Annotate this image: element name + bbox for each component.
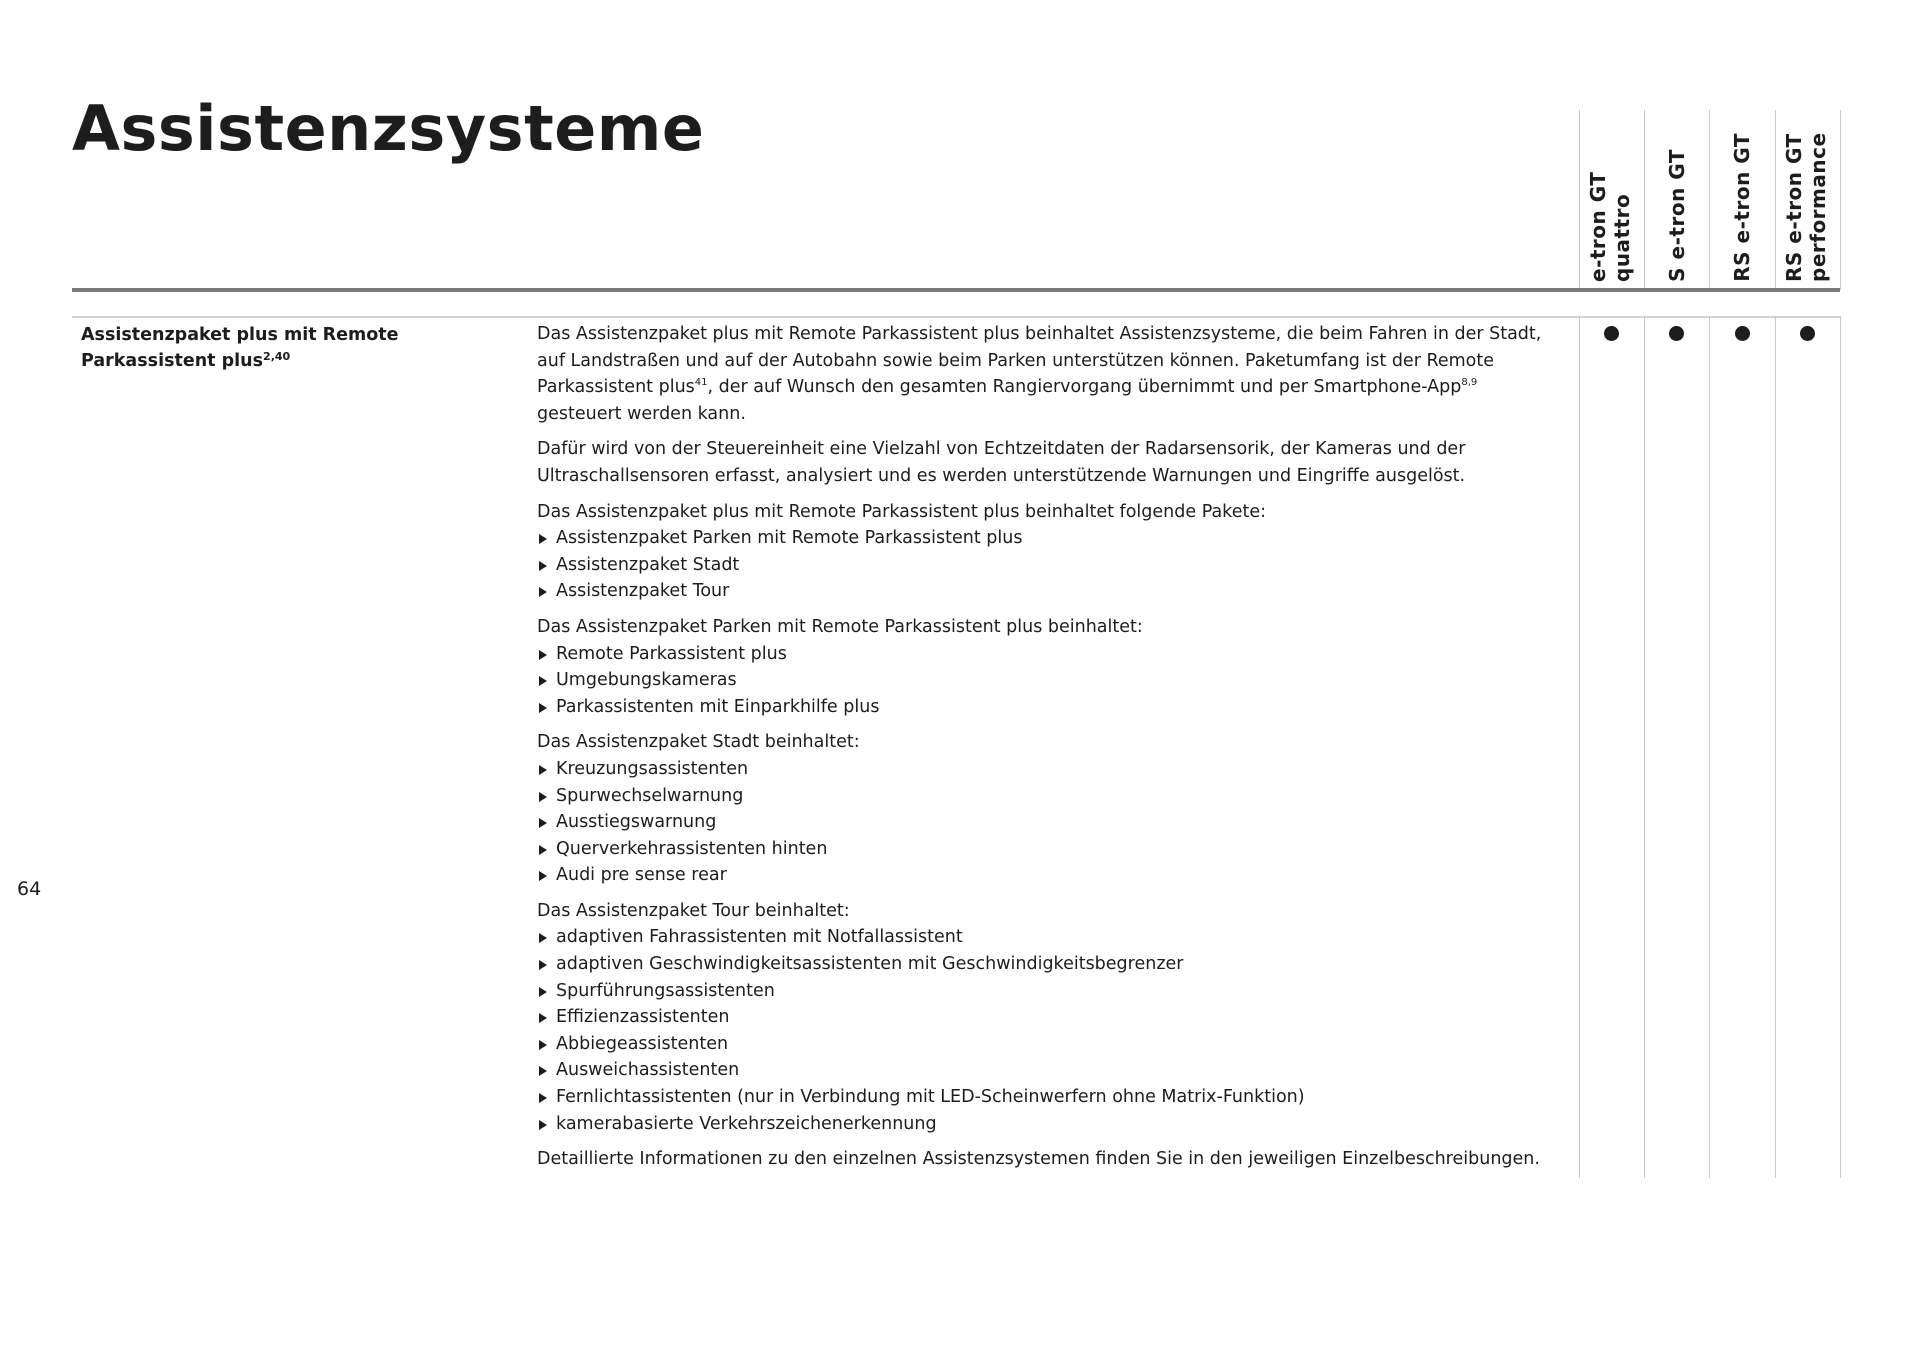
packages-list [537, 525, 1567, 605]
list-item-text: Ausweichassistenten [556, 1060, 740, 1081]
bullet-triangle-icon [539, 960, 547, 970]
sensor-paragraph: Dafür wird von der Steuereinheit eine Vielzahl von Echtzeitdaten der Radarsensorik, der Kameras und der Ultraschallsensoren erfasst, analysiert und es werden unterstützende Warnungen und Eingriffe ausgelöst. [537, 439, 1466, 486]
feature-name [81, 322, 521, 374]
bullet-triangle-icon [539, 1040, 547, 1050]
list-item [537, 836, 1567, 863]
intro-text: , der auf Wunsch den gesamten Rangiervorgang übernimmt und per Smartphone-App [707, 377, 1462, 398]
bullet-triangle-icon [539, 987, 547, 997]
feature-description [537, 321, 1567, 1182]
page-title: Assistenzsysteme [72, 92, 705, 165]
list-item-text: kamerabasierte Verkehrszeichenerkennung [556, 1113, 937, 1134]
bullet-triangle-icon [539, 534, 547, 544]
parking-package-list [537, 641, 1567, 721]
list-item-text: Assistenzpaket Tour [556, 581, 730, 602]
column-header-label: e-tron GT quattro [1586, 171, 1634, 282]
list-item [537, 783, 1567, 810]
list-item [537, 862, 1567, 889]
intro-text: gesteuert werden kann. [537, 403, 746, 424]
list-item-text: Umgebungskameras [556, 670, 737, 691]
list-item-text: Audi pre sense rear [556, 865, 727, 886]
city-package-list [537, 756, 1567, 889]
availability-dot-rs-e-tron-gt [1735, 326, 1750, 341]
header-rule [72, 288, 1840, 292]
intro-paragraph [537, 321, 1567, 427]
list-item [537, 694, 1567, 721]
list-item [537, 641, 1567, 668]
list-item [537, 1031, 1567, 1058]
list-item [537, 525, 1567, 552]
list-item [537, 667, 1567, 694]
column-header-s-e-tron-gt [1645, 110, 1709, 282]
column-divider [1579, 316, 1580, 1178]
bullet-triangle-icon [539, 650, 547, 660]
list-item-text: Effizienzassistenten [556, 1007, 730, 1028]
availability-dot-e-tron-gt-quattro [1604, 326, 1619, 341]
page-number: 64 [17, 878, 42, 900]
list-item [537, 1111, 1567, 1138]
bullet-triangle-icon [539, 1013, 547, 1023]
row-top-rule [72, 316, 1840, 318]
footnote-ref: 2,40 [263, 350, 291, 363]
details-note: Detaillierte Informationen zu den einzelnen Assistenzsystemen finden Sie in den jeweiligen Einzelbeschreibungen. [537, 1149, 1540, 1170]
bullet-triangle-icon [539, 1066, 547, 1076]
list-item-text: Querverkehrassistenten hinten [556, 838, 828, 859]
column-header-label: S e-tron GT [1665, 149, 1689, 282]
packages-heading: Das Assistenzpaket plus mit Remote Parkassistent plus beinhaltet folgende Pakete: [537, 501, 1266, 522]
list-item [537, 924, 1567, 951]
availability-dot-rs-e-tron-gt-performance [1800, 326, 1815, 341]
bullet-triangle-icon [539, 561, 547, 571]
column-header-rs-e-tron-gt [1710, 110, 1774, 282]
column-header-label: RS e-tron GT performance [1782, 132, 1830, 282]
bullet-triangle-icon [539, 933, 547, 943]
availability-dot-s-e-tron-gt [1669, 326, 1684, 341]
column-divider [1840, 316, 1841, 1178]
list-item-text: Assistenzpaket Parken mit Remote Parkassistent plus [556, 528, 1023, 549]
list-item-text: Ausstiegswarnung [556, 812, 717, 833]
bullet-triangle-icon [539, 703, 547, 713]
bullet-triangle-icon [539, 845, 547, 855]
footnote-ref: 41 [694, 377, 708, 389]
bullet-triangle-icon [539, 765, 547, 775]
bullet-triangle-icon [539, 1120, 547, 1130]
column-divider [1709, 316, 1710, 1178]
list-item-text: Spurführungsassistenten [556, 980, 775, 1001]
list-item [537, 978, 1567, 1005]
list-item-text: adaptiven Fahrassistenten mit Notfallassistent [556, 927, 963, 948]
list-item [537, 1084, 1567, 1111]
parking-package-heading: Das Assistenzpaket Parken mit Remote Parkassistent plus beinhaltet: [537, 616, 1143, 637]
bullet-triangle-icon [539, 676, 547, 686]
city-package-heading: Das Assistenzpaket Stadt beinhaltet: [537, 732, 860, 753]
list-item-text: Remote Parkassistent plus [556, 643, 787, 664]
feature-name-text: Assistenzpaket plus mit Remote Parkassistent plus [81, 325, 399, 371]
tour-package-heading: Das Assistenzpaket Tour beinhaltet: [537, 900, 850, 921]
column-divider [1644, 316, 1645, 1178]
column-divider [1840, 110, 1841, 290]
column-header-rs-e-tron-gt-performance [1776, 110, 1840, 282]
column-divider [1775, 316, 1776, 1178]
list-item-text: Fernlichtassistenten (nur in Verbindung mit LED-Scheinwerfern ohne Matrix-Funktion) [556, 1087, 1305, 1108]
footnote-ref: 8,9 [1461, 377, 1478, 389]
list-item [537, 1057, 1567, 1084]
list-item [537, 552, 1567, 579]
list-item-text: Abbiegeassistenten [556, 1033, 729, 1054]
list-item [537, 809, 1567, 836]
list-item-text: Assistenzpaket Stadt [556, 554, 740, 575]
column-header-e-tron-gt-quattro [1580, 110, 1644, 282]
intro-text: Das Assistenzpaket plus mit Remote Parkassistent plus beinhaltet Assistenzsysteme, die beim Fahren in der Stadt, auf Landstraßen und auf der Autobahn sowie beim Parken unterstützen können. Paketumfang ist der Remote Parkassistent plus [537, 324, 1542, 398]
bullet-triangle-icon [539, 792, 547, 802]
list-item [537, 756, 1567, 783]
bullet-triangle-icon [539, 1093, 547, 1103]
tour-package-list [537, 924, 1567, 1137]
column-header-label: RS e-tron GT [1730, 133, 1754, 282]
bullet-triangle-icon [539, 871, 547, 881]
list-item [537, 951, 1567, 978]
bullet-triangle-icon [539, 818, 547, 828]
list-item [537, 1004, 1567, 1031]
list-item-text: Parkassistenten mit Einparkhilfe plus [556, 696, 880, 717]
list-item [537, 578, 1567, 605]
list-item-text: Spurwechselwarnung [556, 785, 744, 806]
list-item-text: adaptiven Geschwindigkeitsassistenten mit Geschwindigkeitsbegrenzer [556, 954, 1184, 975]
list-item-text: Kreuzungsassistenten [556, 758, 749, 779]
bullet-triangle-icon [539, 587, 547, 597]
